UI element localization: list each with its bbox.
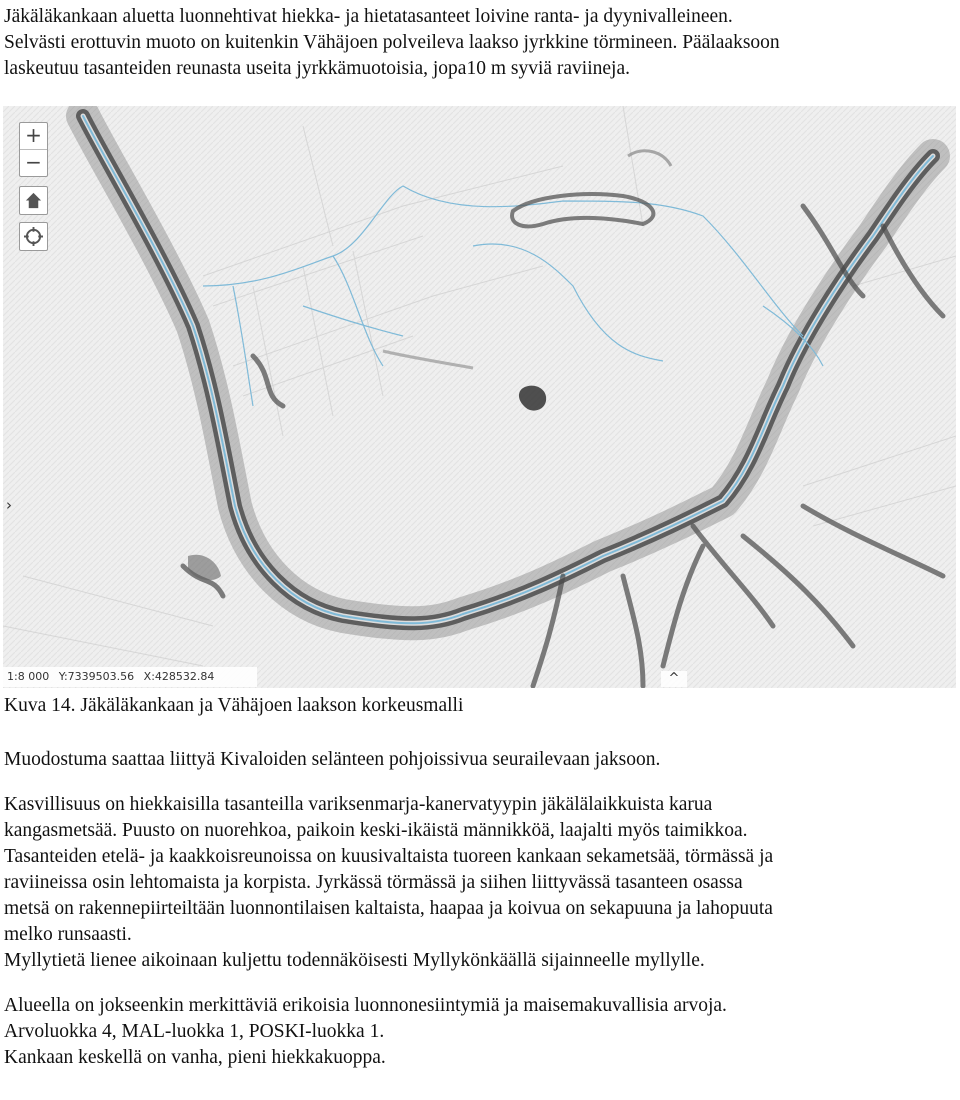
minus-icon[interactable]: − [20, 149, 47, 176]
paragraph-4-line: Kankaan keskellä on vanha, pieni hiekkakuoppa. [4, 1047, 386, 1068]
intro-line: laskeutuu tasanteiden reunasta useita jyrkkämuotoisia, jopa10 m syviä raviineja. [4, 58, 630, 79]
body-text [4, 747, 954, 1071]
home-button[interactable] [19, 186, 48, 215]
paragraph-2-line: raviineissa osin lehtomaista ja korpista. Jyrkässä törmässä ja siihen liittyvässä tasanteen osassa [4, 872, 743, 893]
paragraph-1: Muodostuma saattaa liittyä Kivaloiden selänteen pohjoissivua seurailevaan jaksoon. [4, 749, 661, 770]
locate-button[interactable] [19, 222, 48, 251]
paragraph-2-line: melko runsaasti. [4, 924, 132, 945]
map-scale: 1:8 000 [7, 670, 50, 683]
paragraph-2-line: Kasvillisuus on hiekkaisilla tasanteilla variksenmarja-kanervatyypin jäkälälaikkuista karua [4, 794, 713, 815]
map-scale-coordinates [3, 667, 257, 687]
zoom-control [19, 122, 48, 177]
elevation-map[interactable] [3, 106, 956, 688]
paragraph-4-line: Arvoluokka 4, MAL-luokka 1, POSKI-luokka 1. [4, 1021, 385, 1042]
paragraph-2-line: metsä on rakennepiirteiltään luonnontilaisen kaltaista, haapaa ja koivua on sekapuuna ja lahopuuta [4, 898, 773, 919]
coordinate-x: X:428532.84 [143, 670, 215, 683]
terrain-hillshade [3, 106, 956, 688]
home-icon [24, 191, 43, 210]
chevron-up-icon[interactable]: ^ [661, 671, 687, 687]
chevron-right-icon[interactable]: › [6, 496, 12, 514]
paragraph-4-line: Alueella on jokseenkin merkittäviä erikoisia luonnonesiintymiä ja maisemakuvallisia arvoja. [4, 995, 727, 1016]
figure-caption: Kuva 14. Jäkäläkankaan ja Vähäjoen laakson korkeusmalli [4, 695, 464, 716]
paragraph-3: Myllytietä lienee aikoinaan kuljettu todennäköisesti Myllykönkäällä sijainneelle myllylle. [4, 950, 705, 971]
paragraph-2-line: kangasmetsää. Puusto on nuorehkoa, paikoin keski-ikäistä männikköä, laajalti myös taimikkoa. [4, 820, 748, 841]
coordinate-y: Y:7339503.56 [58, 670, 135, 683]
paragraph-2-line: Tasanteiden etelä- ja kaakkoisreunoissa on kuusivaltaista tuoreen kankaan sekametsää, törmässä ja [4, 846, 774, 867]
intro-line: Jäkäläkankaan aluetta luonnehtivat hiekka- ja hietatasanteet loivine ranta- ja dyynivalleineen. [4, 6, 733, 27]
locate-icon [24, 227, 43, 246]
intro-line: Selvästi erottuvin muoto on kuitenkin Vähäjoen polveileva laakso jyrkkine törmineen. Päälaaksoon [4, 32, 780, 53]
plus-icon[interactable]: + [25, 123, 42, 147]
intro-paragraph [4, 4, 954, 82]
